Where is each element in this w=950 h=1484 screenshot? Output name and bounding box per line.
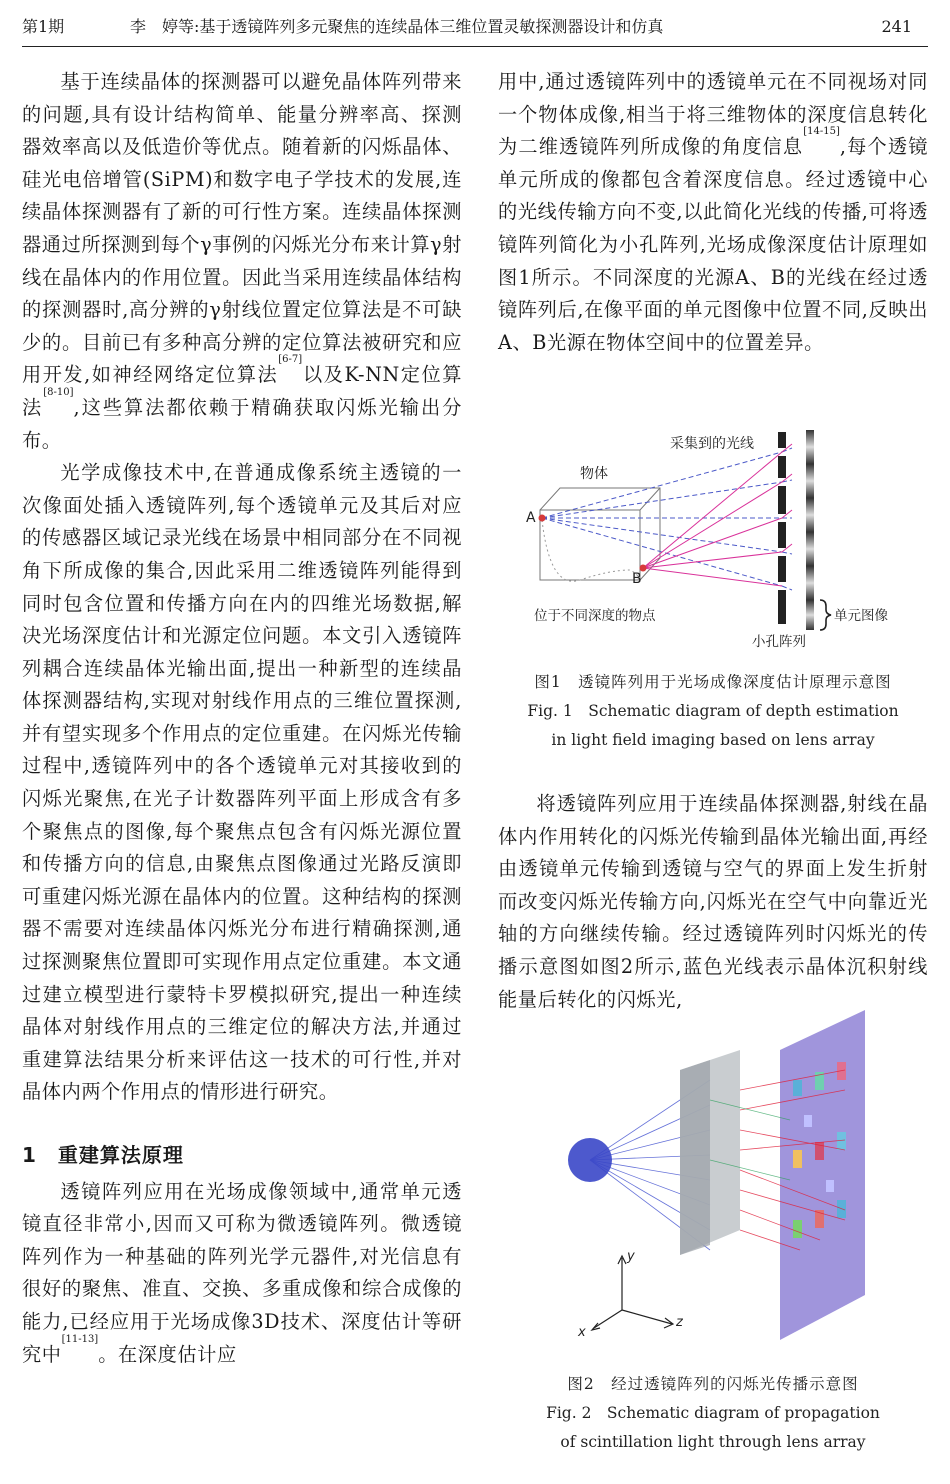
citation: [6-7] — [278, 354, 303, 366]
label-object: 物体 — [580, 466, 608, 482]
section-heading: 1 重建算法原理 — [22, 1143, 184, 1167]
label-points-depth: 位于不同深度的物点 — [534, 608, 656, 624]
pinhole-array — [778, 432, 786, 624]
caption-en-line1: Fig. 1 Schematic diagram of depth estimation — [527, 702, 899, 720]
figure-2 — [560, 1010, 880, 1360]
axis-x-label: x — [578, 1325, 586, 1340]
sensor-plane — [780, 1010, 865, 1340]
caption-cn: 图1 透镜阵列用于光场成像深度估计原理示意图 — [534, 673, 892, 691]
left-column — [22, 66, 462, 1371]
rays-from-b — [643, 444, 792, 586]
scintillation-source — [568, 1138, 612, 1182]
axis-z-label: z — [676, 1315, 683, 1330]
page-number: 241 — [881, 17, 912, 36]
paragraph-detector: 将透镜阵列应用于连续晶体探测器,射线在晶体内作用转化的闪烁光传输到晶体光输出面,再经由透镜单元传输到透镜与空气的界面上发生折射而改变闪烁光传输方向,闪烁光在空气中向靠近光轴的方向继续传输。经过透镜阵列时闪烁光的传播示意图如图2所示,蓝色光线表示晶体沉积射线能量后转化的闪烁光, — [498, 792, 928, 1011]
image-plane — [806, 430, 814, 630]
paragraph-text: 。在深度估计应 — [98, 1342, 237, 1366]
paragraph-text: 透镜阵列应用在光场成像领域中,通常单元透镜直径非常小,因而又可称为微透镜阵列。微透镜阵列作为一种基础的阵列光学元器件,对光信息有很好的聚焦、准直、交换、多重成像和综合成像的能力,已经应用于光场成像3D技术、深度估计等研究中 — [22, 1179, 462, 1366]
paragraph-text: ,这些算法都依赖于精确获取闪烁光输出分布。 — [22, 395, 462, 452]
right-column-top — [498, 66, 928, 359]
lens-array-side — [680, 1060, 710, 1255]
figure-1-diagram — [520, 430, 910, 660]
citation: [11-13] — [61, 1333, 99, 1345]
paragraph-text: 用中,通过透镜阵列中的透镜单元在不同视场对同一个物体成像,相当于将三维物体的深度信息转化为二维透镜阵列所成像的角度信息 — [498, 70, 928, 159]
paragraph-text: ,每个透镜单元所成的像都包含着深度信息。经过透镜中心的光线传输方向不变,以此简化光线的传播,可将透镜阵列简化为小孔阵列,光场成像深度估计原理如图1所示。不同深度的光源A、B的光线在经过透镜阵列后,在像平面的单元图像中位置不同,反映出A、B光源在物体空间中的位置差异。 — [498, 135, 928, 354]
paragraph-optical-imaging: 光学成像技术中,在普通成像系统主透镜的一次像面处插入透镜阵列,每个透镜单元及其后对应的传感器区域记录光线在场景中相同部分在不同视角下所成像的集合,因此采用二维透镜阵列能得到同时包含位置和传播方向在内的四维光场数据,解决光场深度估计和光源定位问题。本文引入透镜阵列耦合连续晶体光输出面,提出一种新型的连续晶体探测器结构,实现对射线作用点的三维位置探测,并有望实现多个作用点的定位重建。在闪烁光传输过程中,透镜阵列中的各个透镜单元对其接收到的闪烁光聚焦,在光子计数器阵列平面上形成含有多个聚焦点的图像,每个聚焦点包含有闪烁光源位置和传播方向的信息,由聚焦点图像通过光路反演即可重建闪烁光源在晶体内的位置。这种结构的探测器不需要对连续晶体闪烁光分布进行精确探测,通过探测聚焦位置即可实现作用点定位重建。本文通过建立模型进行蒙特卡罗模拟研究,提出一种连续晶体对射线作用点的三维定位的解决方法,并通过重建算法结果分析来评估这一技术的可行性,并对晶体内两个作用点的情形进行研究。 — [22, 461, 462, 1104]
paragraph-text: 以及K-NN定位算法 — [22, 363, 462, 419]
label-point-b: B — [632, 571, 642, 587]
caption-en-line2: in light field imaging based on lens array — [551, 731, 875, 749]
citation: [8-10] — [43, 386, 74, 398]
caption-en-line1: Fig. 2 Schematic diagram of propagation — [546, 1404, 880, 1422]
paragraph-depth-estimation — [498, 66, 928, 359]
caption-cn: 图2 经过透镜阵列的闪烁光传播示意图 — [567, 1375, 859, 1393]
paragraph-intro — [22, 66, 462, 457]
axes — [592, 1256, 673, 1330]
label-collected-rays: 采集到的光线 — [670, 436, 754, 452]
paragraph-lens-array — [22, 1176, 462, 1372]
header-rule — [22, 46, 928, 47]
label-pinhole-array: 小孔阵列 — [752, 634, 806, 650]
axis-y-label: y — [627, 1249, 635, 1264]
figure-1 — [520, 430, 910, 660]
paragraph-text: 基于连续晶体的探测器可以避免晶体阵列带来的问题,具有设计结构简单、能量分辨率高、探测器效率高以及低造价等优点。随着新的闪烁晶体、硅光电倍增管(SiPM)和数字电子学技术的发展,连续晶体探测器有了新的可行性方案。连续晶体探测器通过所探测到每个γ事例的闪烁光分布来计算γ射线在晶体内的作用位置。因此当采用连续晶体结构的探测器时,高分辨的γ射线位置定位算法是不可缺少的。目前已有多种高分辨的定位算法被研究和应用开发,如神经网络定位算法 — [22, 70, 462, 387]
running-title: 李 婷等:基于透镜阵列多元聚焦的连续晶体三维位置灵敏探测器设计和仿真 — [130, 17, 664, 36]
figure-1-caption — [498, 668, 928, 755]
right-column-bottom — [498, 788, 928, 1016]
label-point-a: A — [526, 510, 536, 526]
issue-number: 第1期 — [22, 17, 65, 36]
citation: [14-15] — [803, 126, 840, 138]
point-a-dot — [539, 515, 546, 522]
running-header — [22, 10, 928, 44]
figure-2-caption — [498, 1370, 928, 1457]
unit-image-brace — [820, 600, 831, 630]
caption-en-line2: of scintillation light through lens array — [560, 1433, 866, 1451]
figure-2-diagram — [560, 1010, 880, 1360]
label-unit-image: 单元图像 — [834, 608, 888, 624]
